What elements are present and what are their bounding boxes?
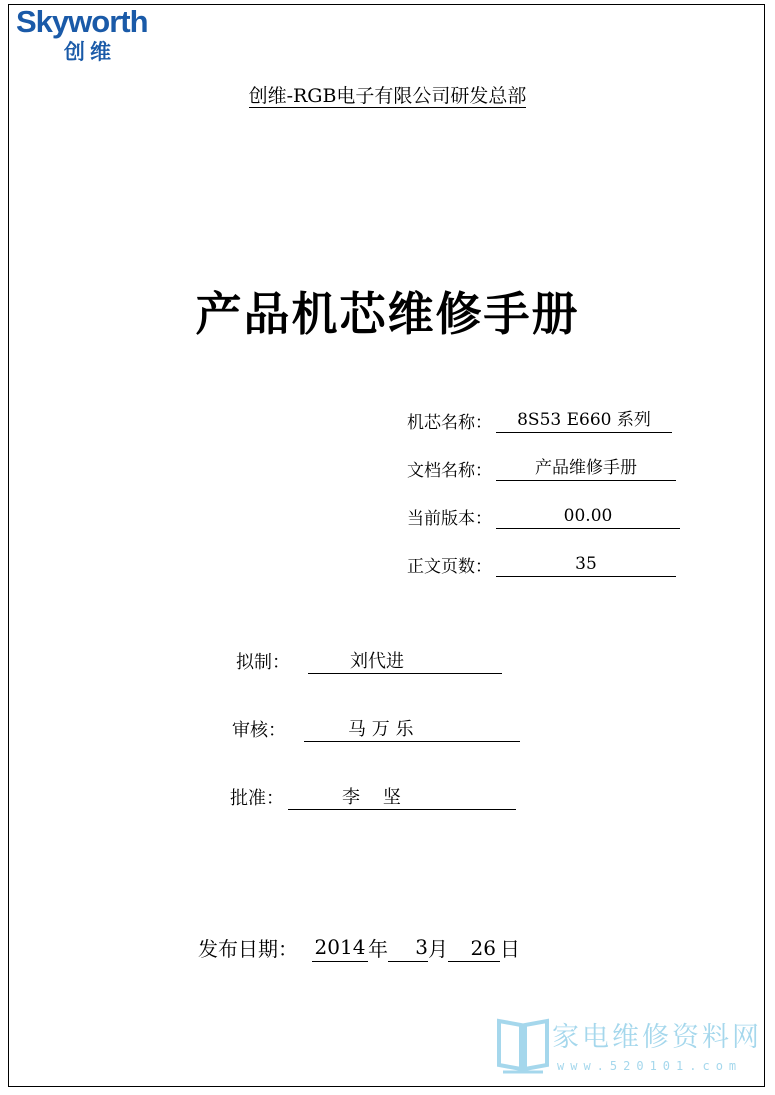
date-year: 2014 [312,933,368,962]
info-value: 00.00 [496,504,680,529]
document-title: 产品机芯维修手册 [195,287,580,341]
info-label: 正文页数： [407,557,492,577]
date-month-unit: 月 [428,937,448,961]
info-value: 产品维修手册 [496,456,676,481]
info-value: 8S53 E660 系列 [496,408,672,433]
signoff-row-approver [230,782,516,810]
logo-text-cn: 创维 [64,40,116,64]
info-row-chassis [407,407,672,433]
signoff-label: 批准： [230,788,284,809]
info-row-page-count [407,551,676,577]
info-label: 机芯名称： [407,413,492,433]
company-header [0,83,775,109]
signoff-value: 马 万 乐 [304,718,520,742]
info-label: 当前版本： [407,509,492,529]
signoff-row-drafter [236,646,502,674]
watermark-text: 家电维修资料网 [552,1022,762,1053]
date-day: 26 [448,934,500,962]
company-name: 创维-RGB电子有限公司研发总部 [248,85,527,107]
info-row-version [407,503,680,529]
signoff-value: 刘代进 [308,650,502,674]
page-border [8,4,765,1087]
watermark-url: www.520101.com [557,1059,743,1073]
info-row-doc-name [407,455,676,481]
date-year-unit: 年 [368,937,388,961]
signoff-label: 拟制： [236,652,290,673]
signoff-value: 李 坚 [288,786,516,810]
logo-text-en: Skyworth [16,4,148,39]
date-month: 3 [388,933,428,962]
info-label: 文档名称： [407,461,492,481]
signoff-row-reviewer [232,714,520,742]
date-day-unit: 日 [500,937,520,961]
info-value: 35 [496,552,676,577]
date-label: 发布日期： [198,937,298,961]
signoff-label: 审核： [232,720,286,741]
book-icon [495,1015,551,1077]
release-date [198,932,520,962]
skyworth-logo [16,2,148,64]
watermark [495,1015,762,1081]
